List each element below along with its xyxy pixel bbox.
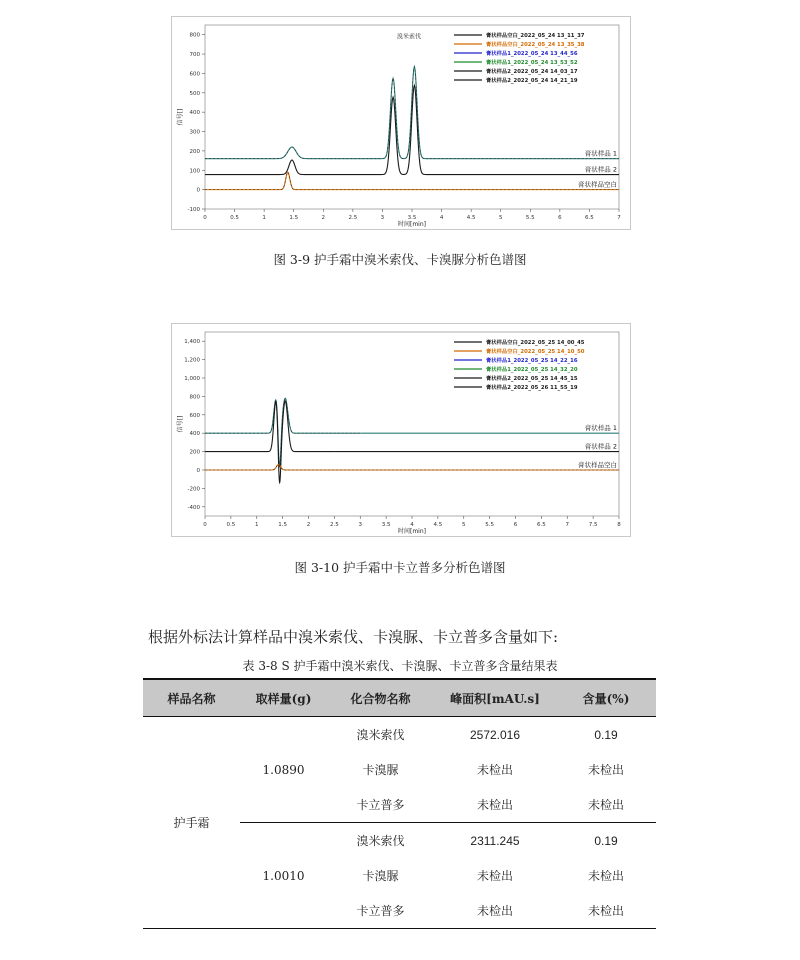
header-peak-area: 峰面积[mAU.s] — [434, 679, 556, 717]
legend-entry: 膏状样品空白_2022_05_25 14_10_50 — [486, 349, 585, 355]
x-tick-label: 2.5 — [330, 522, 339, 528]
y-tick-label: 0 — [196, 468, 200, 474]
figure-3-10-caption: 图 3-10 护手霜中卡立普多分析色谱图 — [294, 560, 506, 575]
x-tick-label: 1 — [255, 522, 259, 528]
y-axis-label: 信号[] — [177, 108, 184, 126]
table-row — [143, 717, 656, 753]
x-tick-label: 7 — [565, 522, 569, 528]
x-tick-label: 6 — [513, 522, 518, 528]
trace-label: 膏状样品 1 — [584, 424, 617, 433]
x-tick-label: 1.5 — [278, 522, 287, 528]
x-tick-label: 1.5 — [289, 215, 299, 221]
x-tick-label: 2 — [306, 522, 311, 528]
x-tick-label: 8 — [617, 522, 621, 528]
x-tick-label: 0 — [203, 215, 207, 221]
y-tick-label: 500 — [189, 90, 200, 97]
x-tick-label: 3 — [358, 522, 362, 528]
chromatogram-figure-3-10 — [171, 323, 631, 537]
x-tick-label: 4 — [439, 215, 444, 221]
y-tick-label: 300 — [189, 129, 200, 136]
content-cell: 未检出 — [556, 787, 656, 823]
legend-entry: 膏状样品2_2022_05_24 14_03_17 — [486, 69, 578, 75]
y-tick-label: 200 — [189, 449, 200, 456]
x-tick-label: 1 — [262, 215, 266, 221]
area-cell: 2572.016 — [469, 727, 521, 742]
legend-entry: 膏状样品空白_2022_05_24 13_35_38 — [486, 42, 585, 48]
amount-cell: 1.0010 — [240, 823, 327, 929]
legend-entry: 膏状样品1_2022_05_24 13_44_56 — [486, 51, 578, 57]
x-tick-label: 0.5 — [230, 215, 239, 221]
y-tick-label: 1,200 — [184, 357, 200, 364]
x-tick-label: 5.5 — [485, 522, 494, 528]
header-compound: 化合物名称 — [327, 679, 434, 717]
y-tick-label: 800 — [189, 394, 200, 401]
legend-entry: 膏状样品1_2022_05_25 14_32_20 — [486, 367, 578, 373]
x-tick-label: 6.5 — [585, 215, 594, 221]
y-tick-label: 700 — [189, 52, 200, 59]
table-title: 表 3-8 S 护手霜中溴米索伐、卡溴脲、卡立普多含量结果表 — [242, 659, 558, 673]
area-cell: 未检出 — [476, 763, 513, 777]
peak-annotation: 溴米索伐 — [397, 33, 422, 41]
x-tick-label: 0 — [203, 522, 207, 528]
y-axis-label: 信号[] — [177, 415, 184, 433]
table-header-row — [143, 679, 656, 717]
content-cell: 未检出 — [556, 893, 656, 929]
area-cell: 2311.245 — [470, 833, 520, 848]
x-tick-label: 7.5 — [588, 522, 598, 528]
x-tick-label: 4.5 — [433, 522, 443, 528]
compound-cell: 卡立普多 — [327, 893, 434, 929]
legend-entry: 膏状样品空白_2022_05_25 14_00_45 — [486, 340, 585, 346]
figure-3-9-caption: 图 3-9 护手霜中溴米索伐、卡溴脲分析色谱图 — [273, 252, 527, 267]
legend-entry: 膏状样品2_2022_05_25 14_45_15 — [486, 376, 578, 382]
trace-label: 膏状样品 1 — [584, 149, 617, 158]
results-table — [143, 678, 656, 929]
content-cell: 0.19 — [594, 727, 618, 742]
y-tick-label: -100 — [187, 207, 200, 213]
compound-cell: 卡溴脲 — [362, 763, 399, 777]
compound-cell: 卡立普多 — [327, 787, 434, 823]
y-tick-label: 400 — [189, 110, 200, 117]
x-tick-label: 5 — [498, 215, 503, 221]
content-cell: 0.19 — [594, 833, 618, 848]
legend-entry: 膏状样品1_2022_05_25 14_22_16 — [486, 358, 578, 364]
trace-label: 膏状样品 2 — [584, 442, 617, 451]
x-tick-label: 7 — [617, 215, 621, 221]
y-tick-label: 200 — [189, 148, 200, 155]
chromatogram-3-10-svg — [172, 324, 630, 536]
area-cell: 未检出 — [434, 787, 556, 823]
x-tick-label: 3.5 — [381, 522, 391, 528]
trace-label: 膏状样品 2 — [584, 165, 617, 174]
compound-cell: 溴米索伐 — [356, 728, 405, 742]
y-tick-label: 1,000 — [184, 376, 200, 382]
intro-paragraph: 根据外标法计算样品中溴米索伐、卡溴脲、卡立普多含量如下: — [148, 628, 559, 646]
x-tick-label: 2.5 — [348, 215, 358, 221]
y-tick-label: 0 — [196, 187, 200, 194]
y-tick-label: 800 — [189, 32, 200, 39]
x-tick-label: 4.5 — [466, 215, 476, 221]
legend-entry: 膏状样品1_2022_05_24 13_53_52 — [486, 60, 578, 66]
area-cell: 未检出 — [476, 869, 513, 883]
trace-label: 膏状样品空白 — [578, 180, 617, 189]
header-sample-name: 样品名称 — [143, 679, 240, 717]
x-tick-label: 5.5 — [525, 215, 535, 221]
y-tick-label: -200 — [187, 486, 200, 493]
trace-label: 膏状样品空白 — [578, 461, 617, 469]
y-tick-label: 600 — [189, 71, 200, 78]
header-content: 含量(%) — [556, 679, 656, 717]
x-tick-label: 3.5 — [407, 215, 417, 221]
x-axis-label: 时间[min] — [398, 528, 426, 535]
amount-cell: 1.0890 — [240, 717, 327, 823]
chromatogram-3-9-svg — [172, 17, 630, 229]
legend-entry: 膏状样品2_2022_05_24 14_21_19 — [486, 78, 578, 84]
x-tick-label: 0.5 — [226, 522, 236, 528]
content-cell: 未检出 — [587, 869, 624, 883]
x-tick-label: 4 — [410, 522, 414, 528]
compound-cell: 卡溴脲 — [362, 869, 399, 883]
area-cell: 未检出 — [434, 893, 556, 929]
x-tick-label: 6.5 — [537, 522, 546, 528]
x-tick-label: 3 — [380, 215, 385, 221]
chromatogram-figure-3-9 — [171, 16, 631, 230]
x-tick-label: 2 — [321, 215, 326, 221]
y-tick-label: -400 — [187, 504, 200, 511]
sample-name-cell: 护手霜 — [143, 717, 240, 929]
compound-cell: 溴米索伐 — [356, 834, 405, 848]
y-tick-label: 100 — [189, 168, 200, 175]
y-tick-label: 1,400 — [184, 339, 200, 346]
legend-entry: 膏状样品空白_2022_05_24 13_11_37 — [486, 33, 585, 39]
header-amount: 取样量(g) — [240, 679, 327, 717]
y-tick-label: 600 — [189, 412, 200, 419]
content-cell: 未检出 — [587, 763, 624, 777]
x-axis-label: 时间[min] — [398, 221, 426, 228]
legend-entry: 膏状样品2_2022_05_26 11_55_19 — [486, 385, 578, 391]
y-tick-label: 400 — [189, 431, 200, 438]
x-tick-label: 5 — [462, 522, 466, 528]
x-tick-label: 6 — [558, 215, 562, 221]
